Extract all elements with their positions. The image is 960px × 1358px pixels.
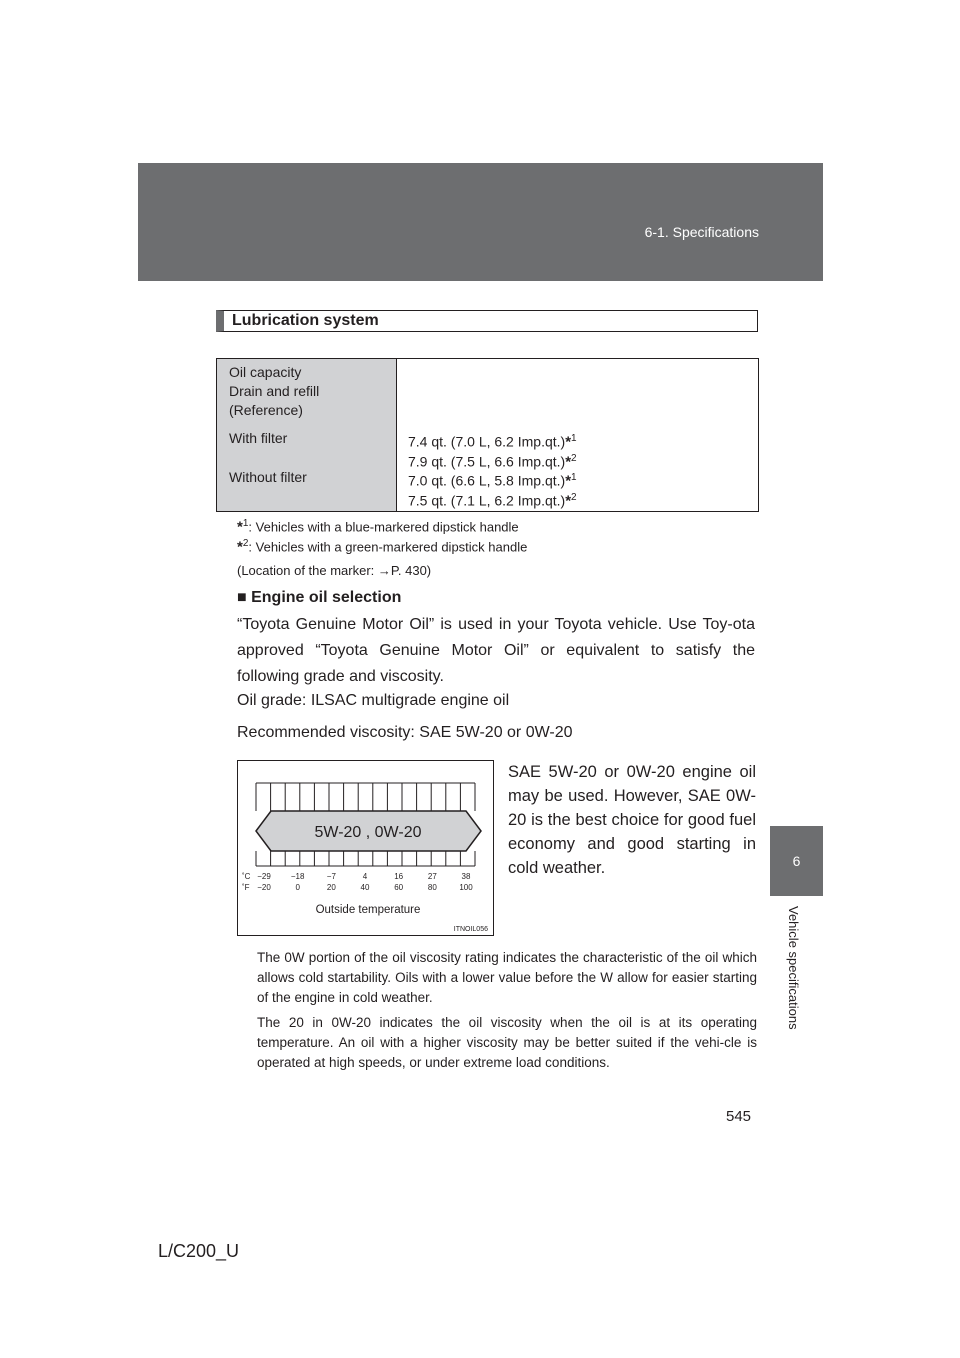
note-20: The 20 in 0W-20 indicates the oil viscosity when the oil is at its operating temperature. An oil with a higher viscosity may be better suited if the vehi-cle is operated at high speeds, or under extreme load conditions. xyxy=(257,1015,757,1070)
label-oil-capacity: Oil capacity xyxy=(229,364,302,380)
footnote-2: *$^2$: Vehicles with a green-markered dipstick handle xyxy=(237,538,528,556)
celsius-tick-label: −7 xyxy=(326,872,336,881)
fahrenheit-tick-label: −20 xyxy=(257,883,271,892)
fahrenheit-tick-label: 80 xyxy=(427,883,437,892)
chart-x-label: Outside temperature xyxy=(315,904,421,916)
label-reference: (Reference) xyxy=(229,402,303,418)
celsius-tick-label: −18 xyxy=(290,872,305,881)
label-with-filter: With filter xyxy=(229,430,288,446)
spec-table xyxy=(216,358,759,512)
viscosity-chart xyxy=(237,760,494,936)
chapter-label: Vehicle specifications xyxy=(786,906,801,1030)
note-0w: The 0W portion of the oil viscosity rating indicates the characteristic of the oil which allows cold startability. Oils with a lower value before the W allow for easier starting of the engine in cold weather. xyxy=(257,950,757,1005)
value-with-filter-1: 7.4 qt. (7.0 L, 6.2 Imp.qt.)*$^1$ xyxy=(408,433,577,451)
fahrenheit-tick-label: 40 xyxy=(360,883,370,892)
chapter-tab: 6 xyxy=(770,826,823,896)
celsius-unit: ˚C xyxy=(242,872,251,881)
fahrenheit-tick-label: 0 xyxy=(295,883,300,892)
celsius-tick-label: 16 xyxy=(394,872,404,881)
label-drain-refill: Drain and refill xyxy=(229,383,320,399)
header-band xyxy=(138,163,823,281)
viscosity-side-text: SAE 5W-20 or 0W-20 engine oil may be used. However, SAE 0W-20 is the best choice for good fuel economy and good starting in cold weather. xyxy=(508,763,756,877)
viscosity-band-label: 5W-20 , 0W-20 xyxy=(314,824,422,841)
oil-paragraph: “Toyota Genuine Motor Oil” is used in your Toyota vehicle. Use Toy-ota approved “Toyota Genuine Motor Oil” or equivalent to satisfy the following grade and viscosity. xyxy=(237,616,755,685)
label-without-filter: Without filter xyxy=(229,469,307,485)
fahrenheit-tick-label: 20 xyxy=(326,883,336,892)
fahrenheit-unit: ˚F xyxy=(242,883,250,892)
footnote-1: *$^1$: Vehicles with a blue-markered dipstick handle xyxy=(237,518,519,536)
model-code: L/C200_U xyxy=(158,1241,240,1261)
fahrenheit-tick-label: 100 xyxy=(459,883,473,892)
oil-grade: Oil grade: ILSAC multigrade engine oil xyxy=(237,692,510,709)
value-without-filter-2: 7.5 qt. (7.1 L, 6.2 Imp.qt.)*$^2$ xyxy=(408,492,577,510)
value-without-filter-1: 7.0 qt. (6.6 L, 5.8 Imp.qt.)*$^1$ xyxy=(408,472,577,490)
viscosity-chart-svg xyxy=(238,761,493,935)
recommended-viscosity: Recommended viscosity: SAE 5W-20 or 0W-20 xyxy=(237,724,573,741)
marker-location: (Location of the marker: →P. 430) xyxy=(237,563,432,578)
celsius-tick-label: 38 xyxy=(461,872,471,881)
engine-oil-selection-heading: ■ Engine oil selection xyxy=(237,589,402,606)
figure-id: ITNOIL056 xyxy=(453,926,488,933)
value-with-filter-2: 7.9 qt. (7.5 L, 6.6 Imp.qt.)*$^2$ xyxy=(408,453,577,471)
section-title: Lubrication system xyxy=(216,310,758,332)
fahrenheit-tick-label: 60 xyxy=(394,883,404,892)
celsius-tick-label: 4 xyxy=(362,872,368,881)
celsius-tick-label: −29 xyxy=(257,872,271,881)
section-breadcrumb: 6-1. Specifications xyxy=(644,224,759,240)
page-number: 545 xyxy=(726,1108,752,1125)
spec-label-column xyxy=(217,359,397,511)
celsius-tick-label: 27 xyxy=(427,872,437,881)
